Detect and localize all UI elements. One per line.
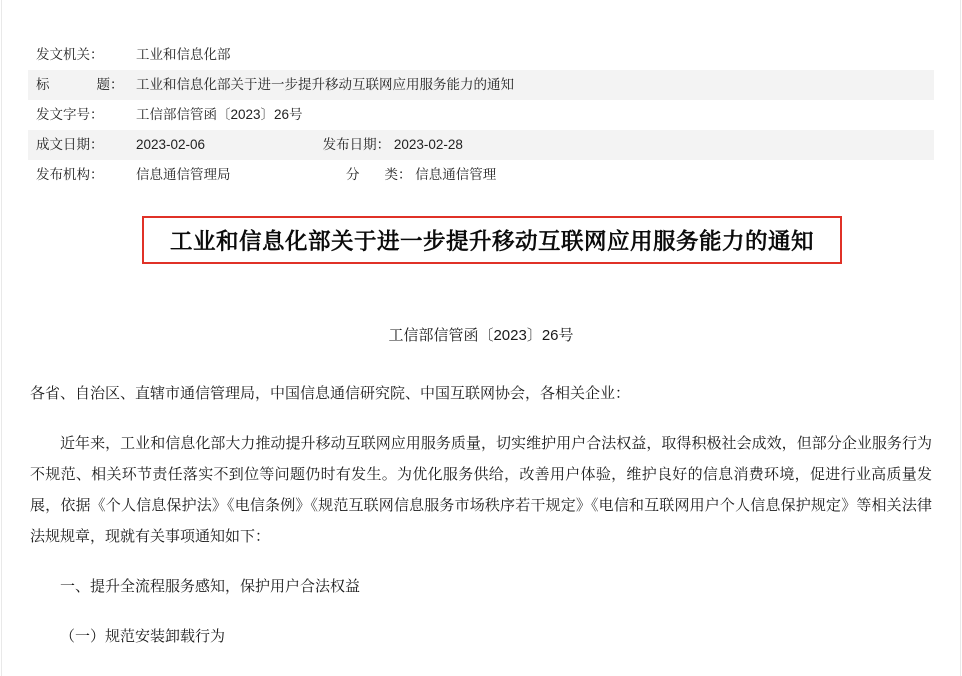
meta-row-issuing-agency (28, 40, 934, 70)
meta-value-issuing-agency: 工业和信息化部 (136, 47, 231, 62)
meta-label-written-date: 成文日期： (28, 130, 128, 160)
meta-value-publish-date: 2023-02-28 (393, 137, 463, 152)
document-title-box (142, 216, 842, 264)
meta-row-title (28, 70, 934, 100)
meta-row-publisher (28, 160, 934, 190)
written-date-value: 2023-02-06 (136, 137, 206, 152)
meta-label-issuing-agency: 发文机关： (36, 47, 104, 62)
body-paragraph-1: 近年来，工业和信息化部大力推动提升移动互联网应用服务质量，切实维护用户合法权益，取得积极社会成效，但部分企业服务行为不规范、相关环节责任落实不到位等问题仍时有发生。为优化服务供给，改善用户体验，维护良好的信息消费环境，促进行业高质量发展，依据《个人信息保护法》《电信条例》《规范互联网信息服务市场秩序若干规定》《电信和互联网用户个人信息保护规定》等相关法律法规规章，现就有关事项通知如下： (30, 435, 932, 545)
meta-label-category: 分 类： (346, 167, 412, 182)
meta-value-doc-number: 工信部信管函〔2023〕26号 (136, 107, 303, 122)
page-title: 工业和信息化部关于进一步提升移动互联网应用服务能力的通知 (169, 229, 814, 254)
meta-value-category: 信息通信管理 (415, 167, 497, 182)
meta-value-title: 工业和信息化部关于进一步提升移动互联网应用服务能力的通知 (128, 70, 934, 100)
meta-value-publisher (128, 160, 934, 190)
body-salutation: 各省、自治区、直辖市通信管理局，中国信息通信研究院、中国互联网协会，各相关企业： (30, 385, 631, 402)
meta-label-doc-number: 发文字号： (36, 107, 104, 122)
meta-label-publisher: 发布机构： (36, 167, 104, 182)
body-subheading-1: （一）规范安装卸载行为 (60, 628, 226, 645)
meta-label-publish-date: 发布日期： (322, 137, 391, 152)
body-heading-1: 一、提升全流程服务感知，保护用户合法权益 (60, 578, 361, 595)
meta-value-written-date (128, 130, 934, 160)
meta-row-dates (28, 130, 934, 160)
meta-label-title: 标 题： (28, 70, 128, 100)
document-number: 工信部信管函〔2023〕26号 (388, 327, 574, 344)
document-body (30, 378, 932, 671)
document-metadata-table (28, 40, 934, 190)
publisher-value: 信息通信管理局 (136, 167, 231, 182)
meta-row-doc-number (28, 100, 934, 130)
